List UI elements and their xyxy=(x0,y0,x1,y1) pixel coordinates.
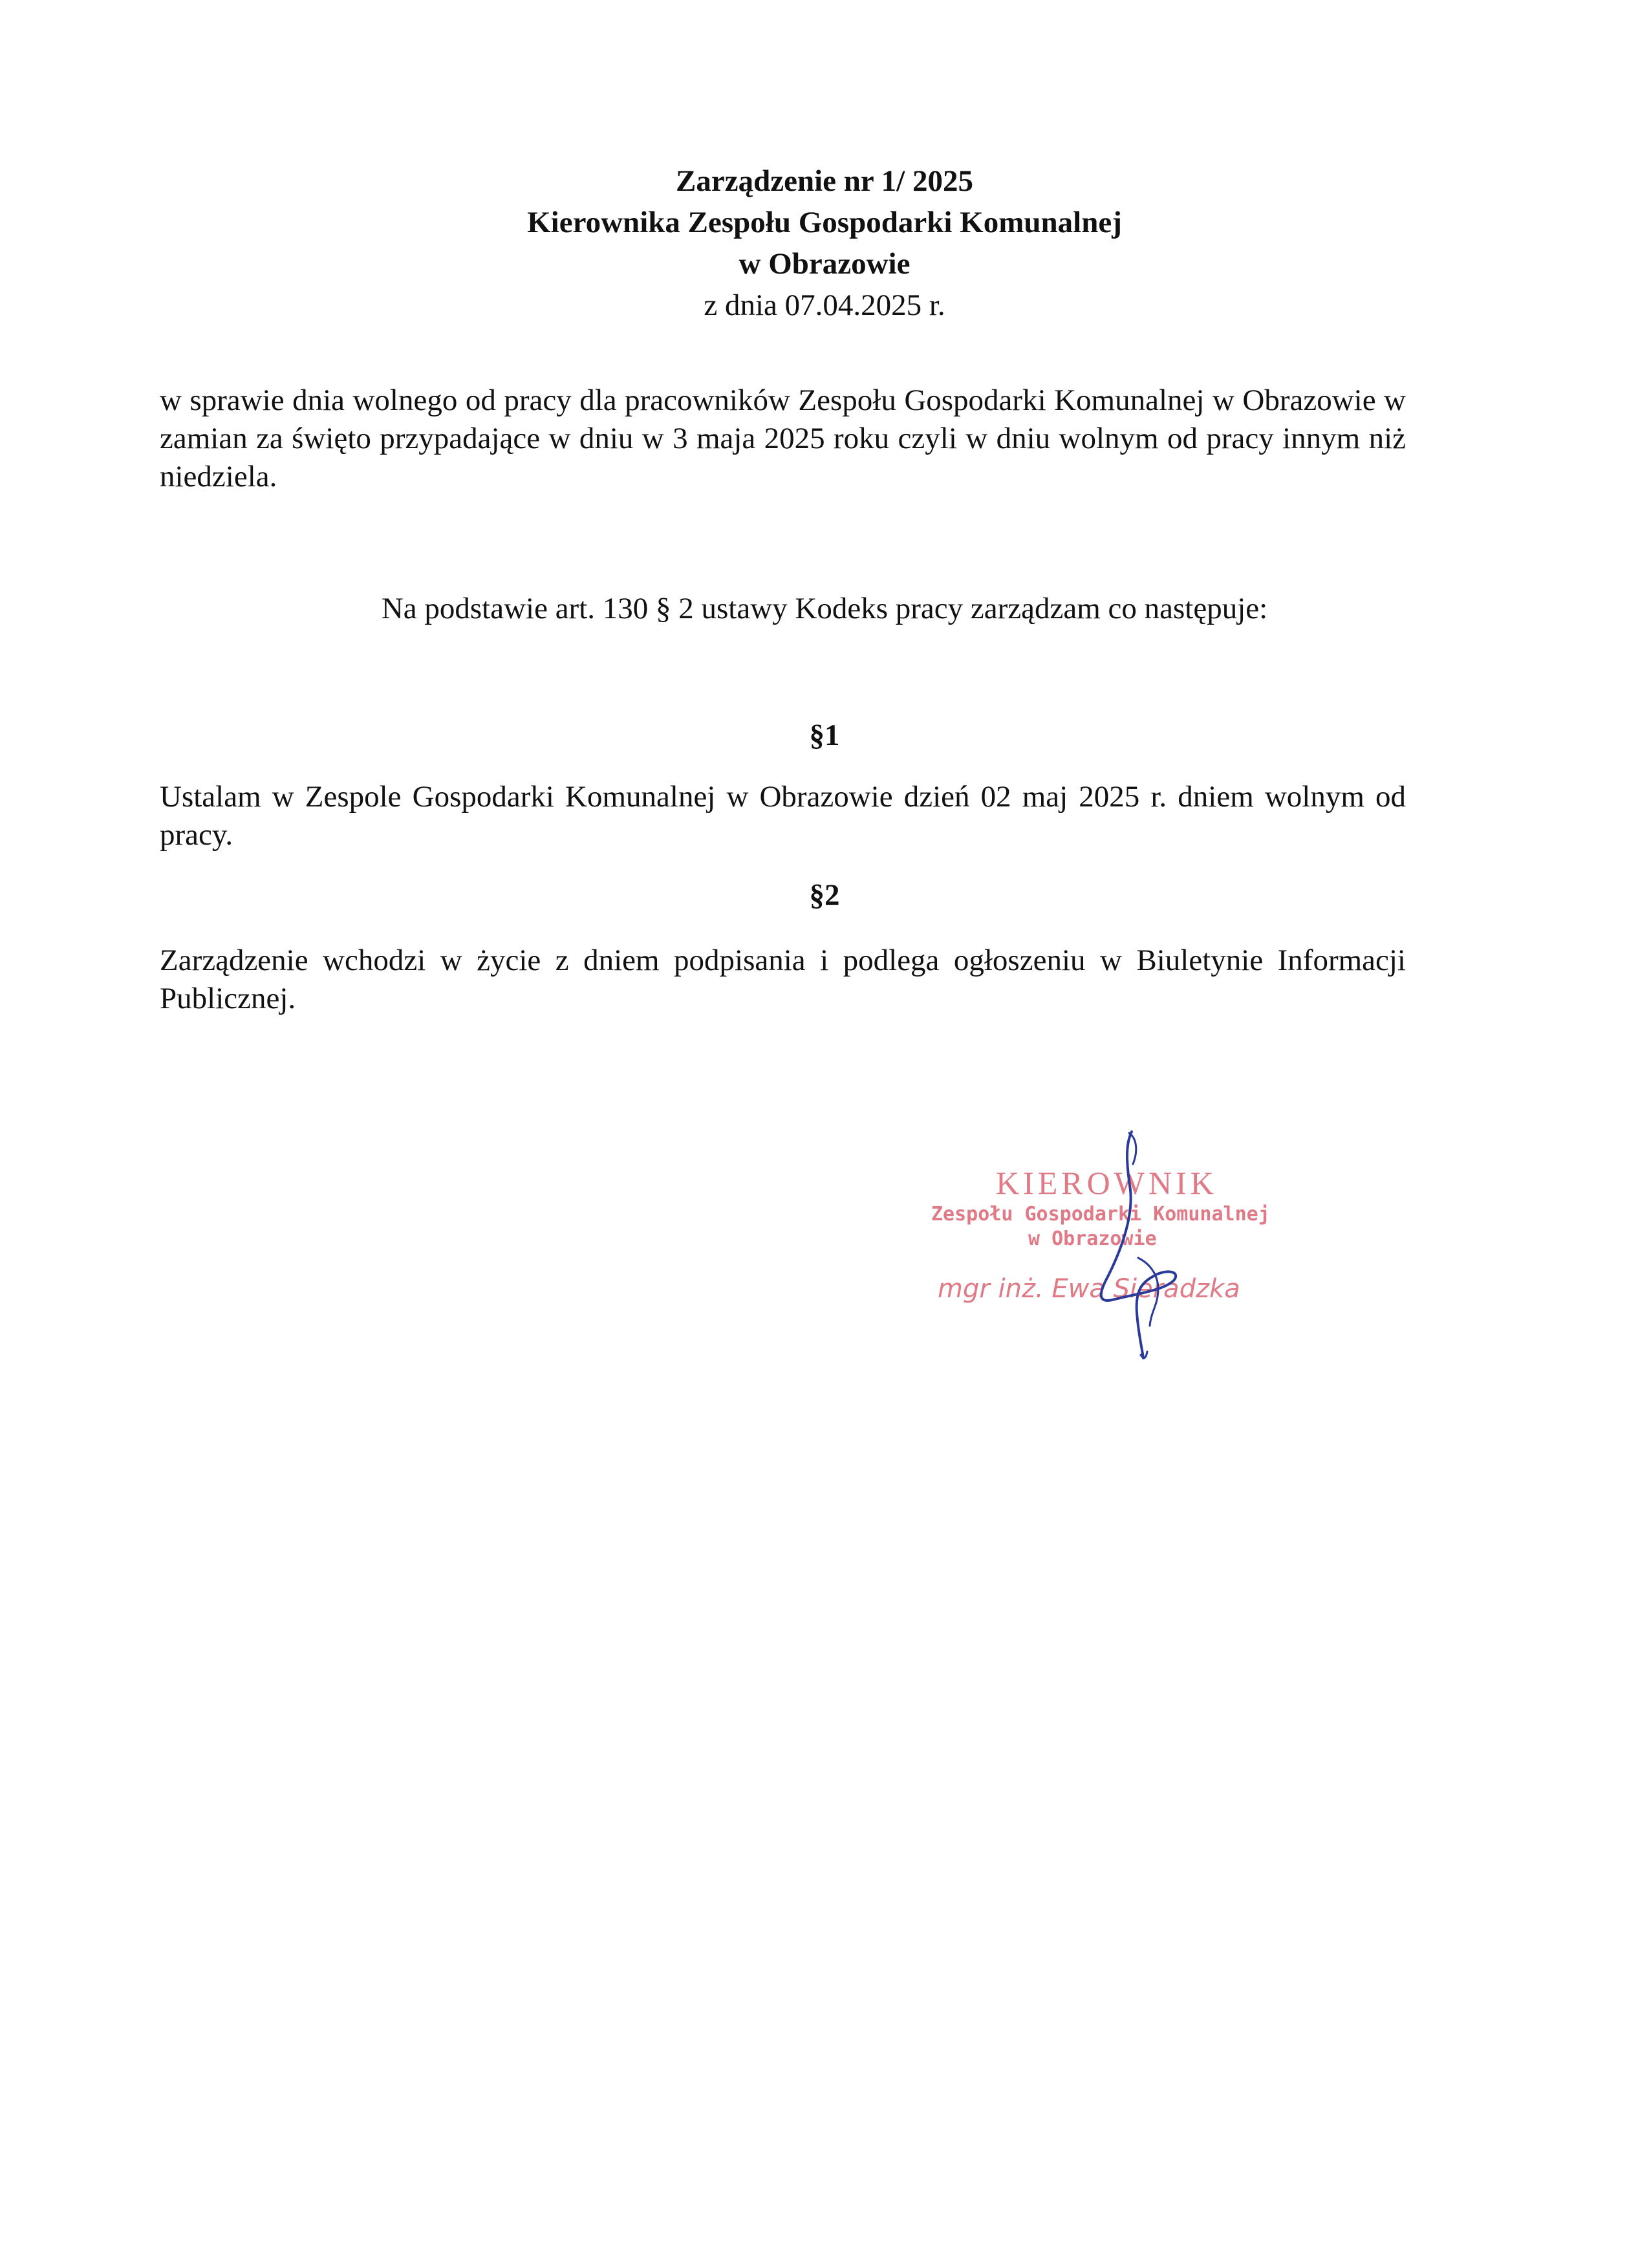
legal-basis: Na podstawie art. 130 § 2 ustawy Kodeks pracy zarządzam co następuje: xyxy=(381,592,1268,625)
stamp-location: w Obrazowie xyxy=(1028,1227,1157,1250)
section-2-text: Zarządzenie wchodzi w życie z dniem podpisania i podlega ogłoszeniu w Biuletynie Informacji Publicznej. xyxy=(160,944,1406,1015)
section-2-mark: §2 xyxy=(809,878,840,912)
document-date: z dnia 07.04.2025 r. xyxy=(704,288,945,322)
section-1-mark: §1 xyxy=(809,718,840,752)
document-location: w Obrazowie xyxy=(738,247,911,281)
document-header xyxy=(0,160,1649,326)
stamp-title: KIEROWNIK xyxy=(996,1165,1218,1201)
handwritten-signature xyxy=(1061,1119,1203,1365)
document-subject: w sprawie dnia wolnego od pracy dla pracowników Zespołu Gospodarki Komunalnej w Obrazowie w zamian za święto przypadające w dniu w 3 maja 2025 roku czyli w dniu wolnym od pracy innym niż niedziela. xyxy=(160,383,1406,493)
document-issuer: Kierownika Zespołu Gospodarki Komunalnej xyxy=(527,206,1122,239)
document-title: Zarządzenie nr 1/ 2025 xyxy=(676,164,973,198)
stamp-unit: Zespołu Gospodarki Komunalnej xyxy=(931,1203,1270,1226)
stamp-name: mgr inż. Ewa Sieradzka xyxy=(938,1274,1240,1304)
section-1-text: Ustalam w Zespole Gospodarki Komunalnej w Obrazowie dzień 02 maj 2025 r. dniem wolnym od pracy. xyxy=(160,780,1406,852)
